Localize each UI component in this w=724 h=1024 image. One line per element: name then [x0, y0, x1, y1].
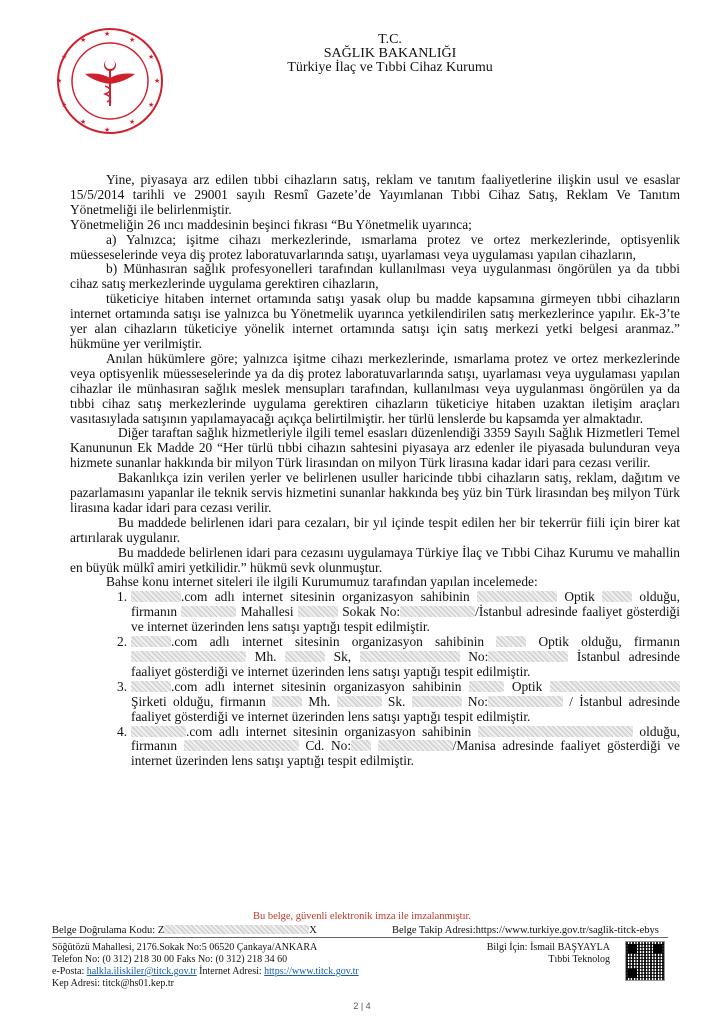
- header-agency: Türkiye İlaç ve Tıbbi Cihaz Kurumu: [287, 60, 493, 75]
- svg-text:★: ★: [129, 119, 136, 126]
- redacted-text: [272, 696, 302, 707]
- info-name: Bilgi İçin: İsmail BAŞYAYLA: [486, 942, 610, 953]
- redacted-text: [488, 651, 568, 662]
- redacted-text: [131, 726, 186, 737]
- paragraph: Yönetmeliğin 26 ıncı maddesinin beşinci fıkrası “Bu Yönetmelik uyarınca;: [70, 216, 472, 232]
- paragraph: a) Yalnızca; işitme cihazı merkezlerinde, ısmarlama protez ve ortez merkezlerinde, optisyenlik müesseselerinde veya diş protez laboratuvarlarında satışı, uyarlaması veya uygulaması yapılan cihazların,: [70, 231, 680, 262]
- svg-text:★: ★: [80, 37, 87, 44]
- contact-person: [470, 942, 610, 966]
- page-number: 2 | 4: [353, 1001, 371, 1011]
- document-header: [200, 33, 580, 75]
- svg-text:★: ★: [104, 31, 111, 38]
- redacted-text: [477, 591, 557, 602]
- redacted-text: [602, 591, 632, 602]
- paragraph: Bu maddede belirlenen idari para cezaları, bir yıl içinde tespit edilen her bir tekerrür fiili için birer kat artırılarak uygulanır.: [70, 514, 680, 545]
- redacted-text: [496, 636, 526, 647]
- redacted-text: [469, 681, 504, 692]
- redacted-text: [131, 651, 246, 662]
- email-link[interactable]: halkla.iliskiler@titck.gov.tr: [86, 966, 197, 977]
- svg-text:★: ★: [154, 78, 161, 85]
- paragraph: Bu maddede belirlenen idari para cezasını uygulamaya Türkiye İlaç ve Tıbbi Cihaz Kurumu ve mahallin en büyük mülkî amiri yetkilidir.” hükmü sevk olunmuştur.: [70, 544, 680, 575]
- redacted-text: [184, 740, 299, 751]
- svg-text:★: ★: [148, 54, 155, 61]
- redacted-text: [298, 606, 338, 617]
- header-tc: T.C.: [378, 32, 402, 47]
- redacted-text: [412, 696, 462, 707]
- list-item: 1. .com adlı internet sitesinin organizasyon sahibinin Optik olduğu, firmanın Mahallesi Sokak No: /İstanbul adresinde faaliyet gösterdiği ve internet üzerinden lens satışı yaptığı tespit edilmiştir.: [117, 589, 680, 635]
- redacted-text: [400, 606, 475, 617]
- contact-block: [52, 942, 359, 990]
- paragraph: b) Münhasıran sağlık profesyonelleri tarafından kullanılması veya uygulanması öngörülen ya da tıbbi cihaz satış merkezlerinde uygulama gerektiren cihazların,: [70, 261, 680, 292]
- redacted-text: [131, 636, 171, 647]
- redacted-text: [378, 740, 453, 751]
- redacted-text: [131, 591, 181, 602]
- redacted-text: [181, 606, 236, 617]
- svg-text:★: ★: [80, 119, 87, 126]
- address: Söğütözü Mahallesi, 2176.Sokak No:5 06520 Çankaya/ANKARA: [52, 942, 318, 953]
- email-web-line: e-Posta: halkla.iliskiler@titck.gov.tr İnternet Adresi: https://www.titck.gov.tr: [52, 966, 359, 977]
- svg-text:★: ★: [61, 54, 68, 61]
- paragraph: Yine, piyasaya arz edilen tıbbi cihazların satış, reklam ve tanıtım faaliyetlerine ilişkin usul ve esaslar 15/5/2014 tarihli ve 29001 sayılı Resmî Gazete’de Yayımlanan Tıbbi Cihaz Satış, Reklam Ve Tanıtım Yönetmeliği ile belirlenmiştir.: [70, 172, 680, 217]
- paragraph: Bakanlıkça izin verilen yerler ve belirlenen usuller haricinde tıbbi cihazların satış, reklam, dağıtım ve pazarlamasını yapanlar ile teknik servis hizmetini sunanlar hakkında beş yüz bin Türk lirasından beş milyon Türk lirasına kadar idari para cezası verilir.: [70, 470, 680, 515]
- redacted-text: [488, 696, 563, 707]
- svg-text:★: ★: [56, 78, 63, 85]
- ministry-logo-icon: [55, 26, 165, 136]
- redacted-text: [285, 651, 325, 662]
- document-body: [70, 173, 680, 769]
- paragraph: Bahse konu internet siteleri ile ilgili Kurumumuz tarafından yapılan incelemede:: [106, 574, 538, 590]
- svg-text:★: ★: [61, 102, 68, 109]
- qr-code-icon: [625, 941, 665, 981]
- list-item: 2. .com adlı internet sitesinin organizasyon sahibinin Optik olduğu, firmanın Mh. Sk, No: İstanbul adresinde faaliyet gösterdiği ve internet üzerinden lens satışı yaptığı tespit edilmiştir.: [117, 634, 680, 679]
- redacted-text: [337, 696, 382, 707]
- list-item: 3. .com adlı internet sitesinin organizasyon sahibinin Optik Şirketi olduğu, firmanın Mh. Sk. No: / İstanbul adresinde faaliyet gösterdiği ve internet üzerinden lens satışı yaptığı tespit edilmiştir.: [117, 678, 680, 724]
- redacted-text: [360, 651, 460, 662]
- info-title: Tıbbi Teknolog: [548, 954, 610, 965]
- header-ministry: SAĞLIK BAKANLIĞI: [323, 46, 457, 61]
- redacted-text: [131, 681, 171, 692]
- svg-text:★: ★: [104, 127, 111, 134]
- paragraph: Diğer taraftan sağlık hizmetleriyle ilgili temel esasları düzenlendiği 3359 Sayılı Sağlık Hizmetleri Temel Kanununun Ek Madde 20 “Her türlü tıbbi cihazın sahtesini piyasaya arz edenler ile piyasada bulunduran veya hizmete sunanlar hakkında bir milyon Türk lirasından on milyon Türk lirasına kadar idari para cezası verilir.: [70, 425, 680, 471]
- redacted-text: [550, 681, 680, 692]
- verification-line: Belge Doğrulama Kodu: Z X Belge Takip Adresi:https://www.turkiye.gov.tr/saglik-titck-ebys: [52, 925, 659, 936]
- redacted-text: [351, 740, 371, 751]
- verification-code-label: Belge Doğrulama Kodu: Z: [52, 925, 165, 936]
- list-item: 4. .com adlı internet sitesinin organizasyon sahibinin olduğu, firmanın Cd. No: /Manisa adresinde faaliyet gösterdiği ve internet üzerinden lens satışı yaptığı tespit edilmiştir.: [117, 723, 680, 769]
- website-link[interactable]: https://www.titck.gov.tr: [264, 966, 359, 977]
- finding-list: [70, 590, 680, 769]
- footer-divider: [52, 937, 668, 938]
- svg-text:★: ★: [129, 37, 136, 44]
- redacted-text: [478, 726, 633, 737]
- svg-text:★: ★: [148, 102, 155, 109]
- paragraph: tüketiciye hitaben internet ortamında satışı yasak olup bu madde kapsamına girmeyen tıbbi cihazların internet ortamında satışı ise yalnızca bu Yönetmelik uyarınca yetkilendirilen satış merkezlerince yapılır. Ek-3’te yer alan cihazların tüketiciye yönelik internet ortamında satışı için satış merkezi yetki belgesi aranmaz.” hükmüne yer verilmiştir.: [70, 291, 680, 351]
- kep-address: Kep Adresi: titck@hs01.kep.tr: [52, 978, 174, 989]
- redacted-text: [164, 925, 309, 934]
- phone-fax: Telefon No: (0 312) 218 30 00 Faks No: (0 312) 218 34 60: [52, 954, 288, 965]
- e-signature-note: Bu belge, güvenli elektronik imza ile imzalanmıştır.: [252, 911, 472, 922]
- paragraph: Anılan hükümlere göre; yalnızca işitme cihazı merkezlerinde, ısmarlama protez ve ortez merkezlerinde veya optisyenlik müesseselerinde ya da diş protez laboratuvarlarında satışı, uyarlaması veya uygulaması yapılan cihazlar ile münhasıran sağlık meslek mensupları tarafından, kullanılması veya uygulanması öngörülen ya da tıbbi cihaz satış merkezlerinde uygulama gerektiren cihazların tüketiciye hitaben uzaktan iletişim araçları vasıtasıylada satışının yapılamayacağı açıkça belirtilmiştir. her türlü lenslerde bu kapsamda yer almaktadır.: [70, 350, 680, 426]
- tracking-address: Belge Takip Adresi:https://www.turkiye.gov.tr/saglik-titck-ebys: [392, 925, 659, 936]
